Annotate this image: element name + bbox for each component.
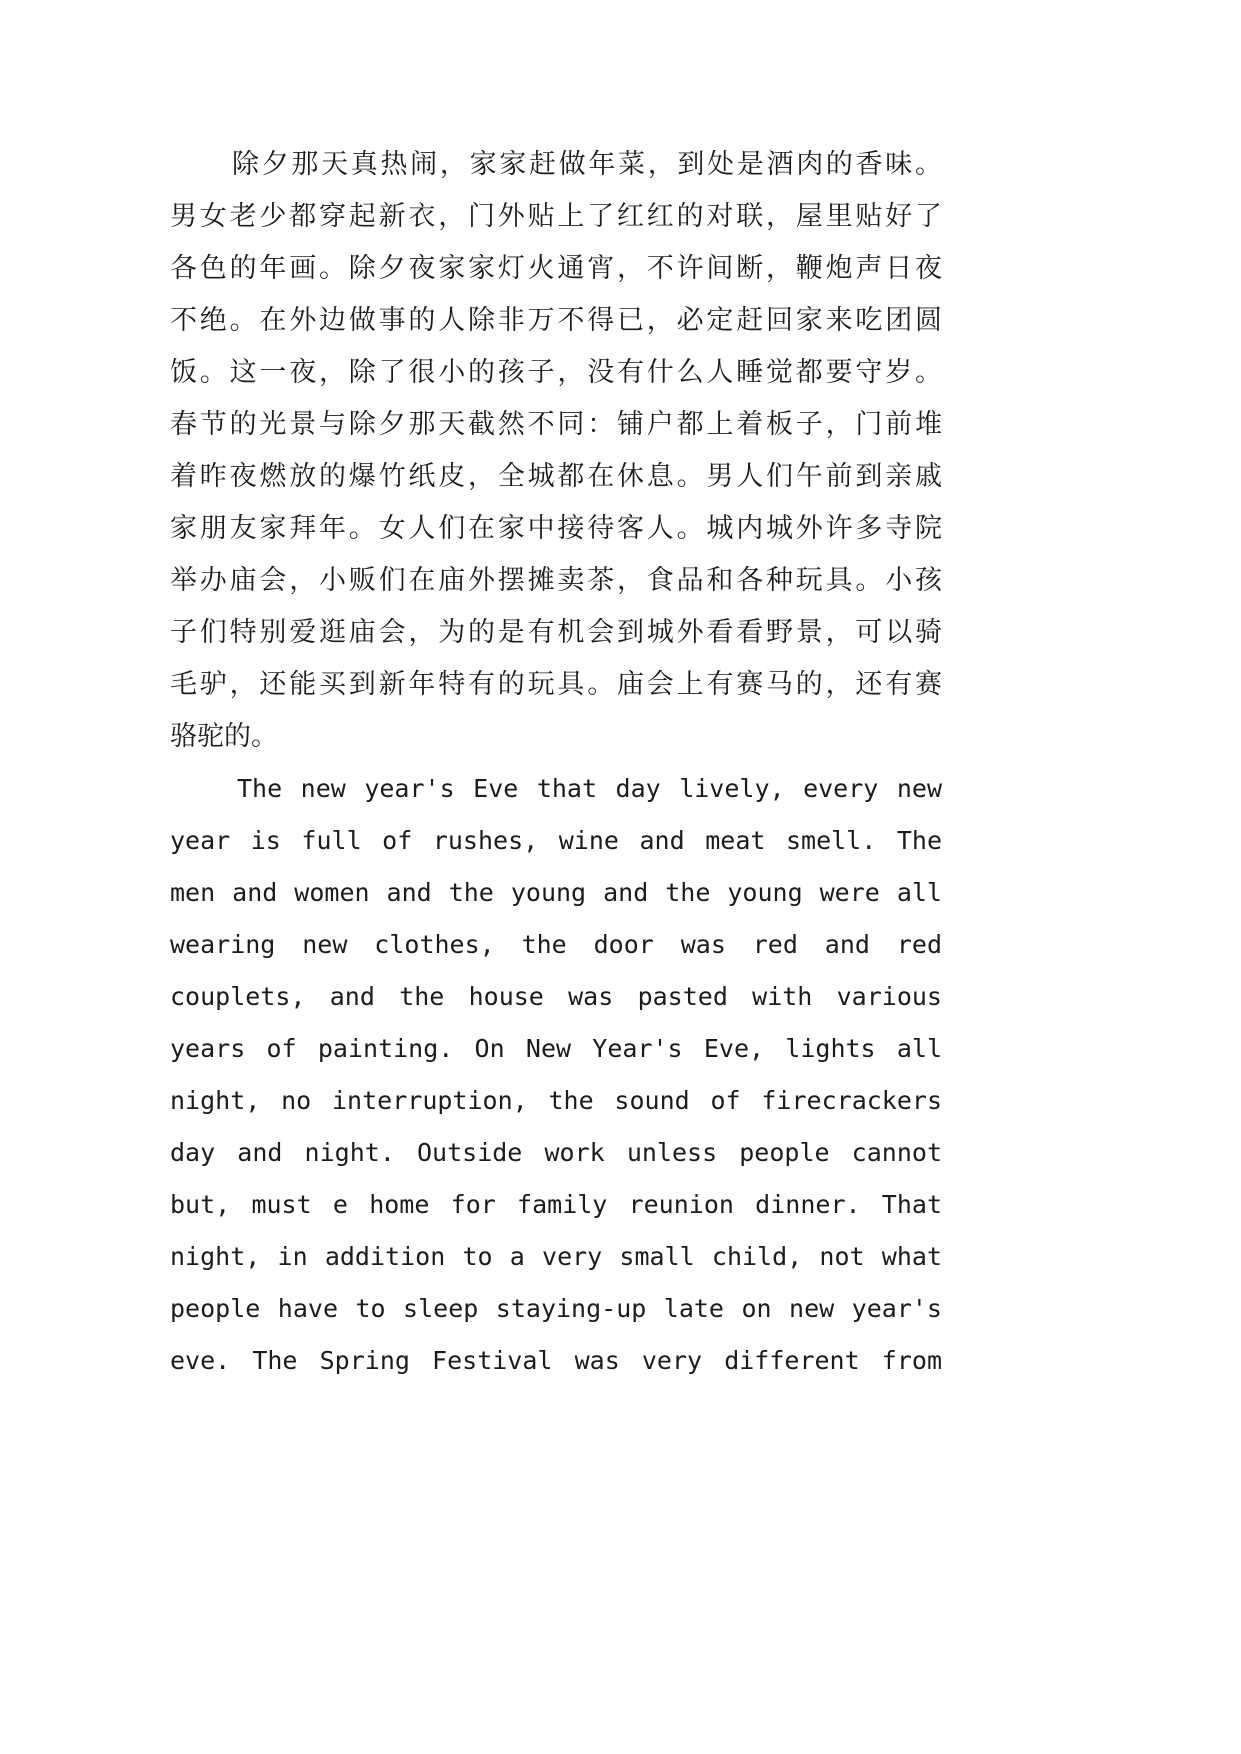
text-line: couplets, and the house was pasted with various [170, 982, 942, 1011]
text-column [170, 139, 942, 1387]
chinese-paragraph [170, 139, 942, 763]
text-line: 饭。这一夜，除了很小的孩子，没有什么人睡觉都要守岁。 [170, 357, 942, 388]
text-line: eve. The Spring Festival was very different from [170, 1346, 942, 1375]
text-line: 不绝。在外边做事的人除非万不得已，必定赶回家来吃团圆 [170, 305, 942, 336]
text-line: 毛驴，还能买到新年特有的玩具。庙会上有赛马的，还有赛 [170, 669, 942, 700]
text-line: 男女老少都穿起新衣，门外贴上了红红的对联，屋里贴好了 [170, 201, 942, 232]
text-line: wearing new clothes, the door was red and red [170, 930, 942, 959]
text-line: 子们特别爱逛庙会，为的是有机会到城外看看野景，可以骑 [170, 617, 942, 648]
text-line: 骆驼的。 [170, 721, 278, 752]
text-line: but, must e home for family reunion dinner. That [170, 1190, 942, 1219]
text-line: year is full of rushes, wine and meat smell. The [170, 826, 942, 855]
text-line: men and women and the young and the young were all [170, 878, 942, 907]
text-line: 着昨夜燃放的爆竹纸皮，全城都在休息。男人们午前到亲戚 [170, 461, 942, 492]
english-paragraph [170, 763, 942, 1387]
text-line: 除夕那天真热闹，家家赶做年菜，到处是酒肉的香味。 [232, 149, 942, 180]
text-line: day and night. Outside work unless people cannot [170, 1138, 942, 1167]
text-line: people have to sleep staying-up late on new year's [170, 1294, 942, 1323]
text-line: years of painting. On New Year's Eve, lights all [170, 1034, 942, 1063]
text-line: night, no interruption, the sound of firecrackers [170, 1086, 942, 1115]
text-line: The new year's Eve that day lively, every new [237, 774, 942, 803]
text-line: 家朋友家拜年。女人们在家中接待客人。城内城外许多寺院 [170, 513, 942, 544]
text-line: 春节的光景与除夕那天截然不同：铺户都上着板子，门前堆 [170, 409, 942, 440]
text-line: night, in addition to a very small child, not what [170, 1242, 942, 1271]
text-line: 举办庙会，小贩们在庙外摆摊卖茶，食品和各种玩具。小孩 [170, 565, 942, 596]
text-line: 各色的年画。除夕夜家家灯火通宵，不许间断，鞭炮声日夜 [170, 253, 942, 284]
